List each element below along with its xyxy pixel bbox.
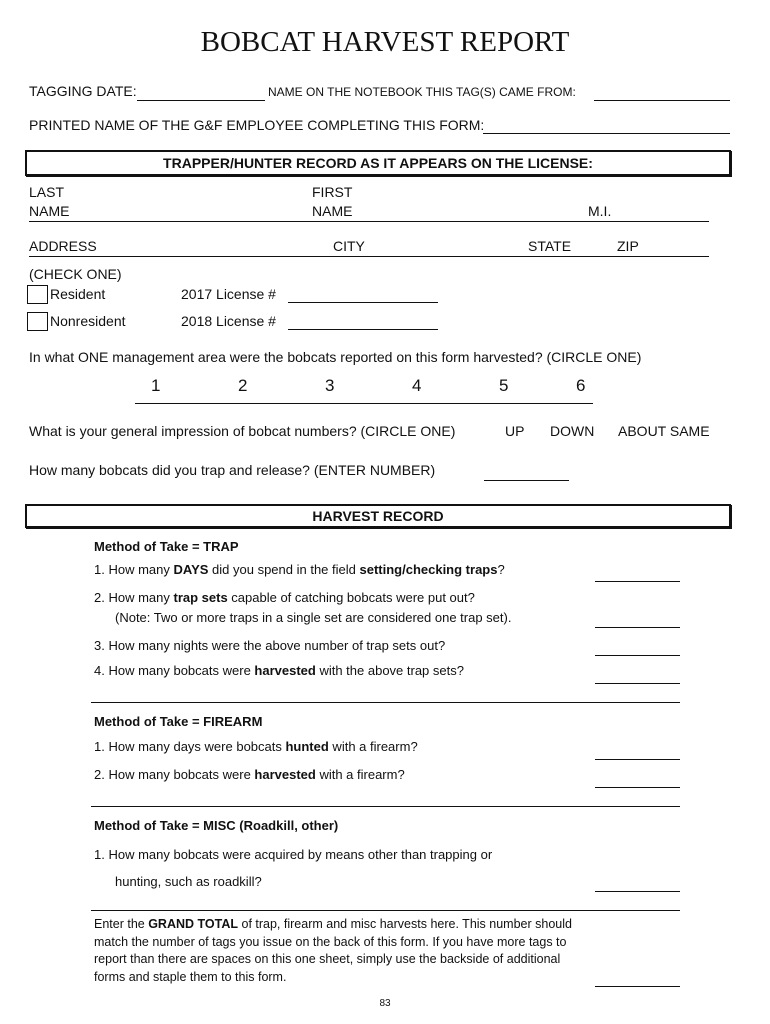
page-number: 83: [379, 998, 391, 1009]
first-label: FIRST: [312, 184, 353, 200]
trap-divider: [91, 702, 680, 703]
area-option-6[interactable]: 6: [576, 376, 586, 395]
zip-label: ZIP: [617, 238, 639, 254]
impression-question: What is your general impression of bobcat numbers? (CIRCLE ONE): [29, 423, 456, 439]
license-2018-field[interactable]: [288, 329, 438, 330]
trap-sets-field[interactable]: [595, 627, 680, 628]
check-one-label: (CHECK ONE): [29, 266, 122, 282]
resident-checkbox[interactable]: [27, 285, 48, 304]
last-name-label: NAME: [29, 203, 70, 219]
tagging-date-label: TAGGING DATE:: [29, 83, 137, 99]
first-name-label: NAME: [312, 203, 353, 219]
address-field[interactable]: [29, 256, 709, 257]
trap-question-2: 2. How many trap sets capable of catching bobcats were put out?: [94, 590, 475, 605]
trap-harvested-field[interactable]: [595, 683, 680, 684]
release-question: How many bobcats did you trap and release? (ENTER NUMBER): [29, 462, 436, 478]
misc-question-1-cont: hunting, such as roadkill?: [115, 874, 262, 889]
firearm-heading: Method of Take = FIREARM: [94, 714, 263, 729]
release-count-field[interactable]: [484, 480, 569, 481]
harvest-record-header-text: HARVEST RECORD: [312, 508, 444, 524]
misc-heading: Method of Take = MISC (Roadkill, other): [94, 818, 339, 833]
area-option-5[interactable]: 5: [499, 376, 509, 395]
last-label: LAST: [29, 184, 65, 200]
license-2017-field[interactable]: [288, 302, 438, 303]
state-label: STATE: [528, 238, 572, 254]
firearm-harvested-field[interactable]: [595, 787, 680, 788]
grand-total-field[interactable]: [595, 986, 680, 987]
firearm-divider: [91, 806, 680, 807]
license-2017-label: 2017 License #: [181, 286, 276, 302]
city-label: CITY: [333, 238, 365, 254]
misc-divider: [91, 910, 680, 911]
firearm-question-1: 1. How many days were bobcats hunted with a firearm?: [94, 739, 418, 754]
trap-question-1: 1. How many DAYS did you spend in the field setting/checking traps?: [94, 562, 505, 577]
trap-question-4: 4. How many bobcats were harvested with the above trap sets?: [94, 663, 464, 678]
harvest-record-header: [25, 504, 731, 528]
impression-down[interactable]: DOWN: [550, 423, 595, 439]
area-underline: [135, 403, 593, 404]
trapper-record-header-text: TRAPPER/HUNTER RECORD AS IT APPEARS ON THE LICENSE:: [163, 155, 593, 171]
page-title: BOBCAT HARVEST REPORT: [200, 26, 570, 58]
license-2018-label: 2018 License #: [181, 313, 276, 329]
area-question: In what ONE management area were the bobcats reported on this form harvested? (CIRCLE ONE): [29, 349, 642, 365]
name-field[interactable]: [29, 221, 709, 222]
misc-count-field[interactable]: [595, 891, 680, 892]
address-label: ADDRESS: [29, 238, 97, 254]
tagging-date-field[interactable]: [137, 100, 265, 101]
notebook-field[interactable]: [594, 100, 730, 101]
firearm-question-2: 2. How many bobcats were harvested with a firearm?: [94, 767, 405, 782]
grand-total-instructions: Enter the GRAND TOTAL of trap, firearm and misc harvests here. This number should match the number of tags you issue on the back of this form. If you have more tags to report than there are spaces on this one sheet, simply use the backside of additional forms and staple them to this form.: [94, 917, 572, 984]
area-option-2[interactable]: 2: [238, 376, 248, 395]
nonresident-checkbox[interactable]: [27, 312, 48, 331]
notebook-label: NAME ON THE NOTEBOOK THIS TAG(S) CAME FROM:: [268, 85, 576, 99]
trap-heading: Method of Take = TRAP: [94, 539, 239, 554]
area-option-4[interactable]: 4: [412, 376, 422, 395]
trap-nights-field[interactable]: [595, 655, 680, 656]
area-option-1[interactable]: 1: [151, 376, 161, 395]
trapper-record-header: [25, 150, 731, 176]
firearm-days-field[interactable]: [595, 759, 680, 760]
employee-label: PRINTED NAME OF THE G&F EMPLOYEE COMPLETING THIS FORM:: [29, 117, 485, 133]
employee-name-field[interactable]: [483, 133, 730, 134]
misc-question-1: 1. How many bobcats were acquired by means other than trapping or: [94, 847, 493, 862]
middle-initial-label: M.I.: [588, 203, 612, 219]
resident-label: Resident: [50, 286, 106, 302]
trap-question-3: 3. How many nights were the above number of trap sets out?: [94, 638, 446, 653]
area-option-3[interactable]: 3: [325, 376, 335, 395]
impression-about-same[interactable]: ABOUT SAME: [618, 423, 710, 439]
nonresident-label: Nonresident: [50, 313, 126, 329]
trap-days-field[interactable]: [595, 581, 680, 582]
impression-up[interactable]: UP: [505, 423, 525, 439]
trap-question-2-note: (Note: Two or more traps in a single set are considered one trap set).: [115, 610, 512, 625]
